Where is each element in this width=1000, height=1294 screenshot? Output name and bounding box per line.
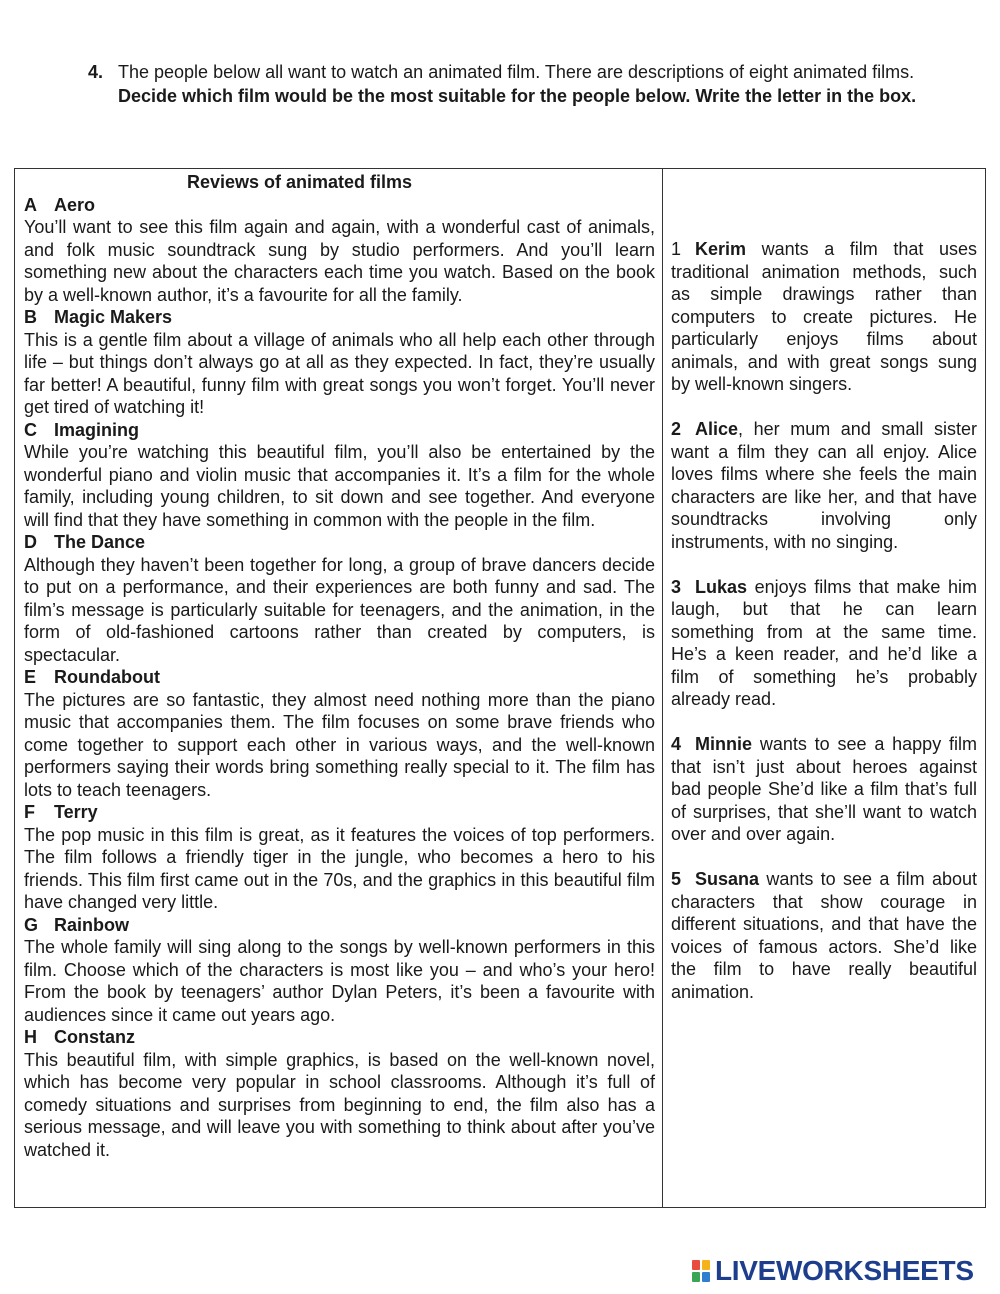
person-name: Susana	[695, 869, 760, 889]
instructions	[88, 60, 928, 108]
review-title: Constanz	[54, 1027, 135, 1047]
person-item	[671, 733, 977, 846]
review-letter: C	[24, 419, 37, 440]
reviews-heading: Reviews of animated films	[186, 172, 413, 192]
person-text: wants to see a happy film that isn’t just about heroes against bad people She’d like a film that’s full of surprises, that she’ll want to watch over and over again.	[671, 734, 977, 844]
person-item	[671, 868, 977, 1003]
review-text: While you’re watching this beautiful film, you’ll also be entertained by the wonderful piano and violin music that accompanies it. It’s a film for the whole family, including young children, to sit down and see together. And everyone will find that they have something in common with the people in the film.	[24, 442, 655, 530]
review-item	[24, 1026, 655, 1161]
person-text: wants a film that uses traditional animation methods, such as simple drawings rather than computers to create pictures. He particularly enjoys films about animals, and with great songs sung by well-known singers.	[671, 239, 977, 394]
review-title: Imagining	[54, 419, 139, 440]
review-text: Although they haven’t been together for long, a group of brave dancers decide to put on a performance, and their experiences are both funny and sad. The film’s message is particularly suitable for teenagers, and the animation, in the form of old-fashioned cartoons rather than created by computers, is spectacular.	[24, 554, 655, 665]
person-text: , her mum and small sister want a film they can all enjoy. Alice loves films where she feels the main characters are like her, and that have soundtracks involving only instruments, with no singing.	[671, 419, 977, 552]
review-text: The whole family will sing along to the songs by well-known performers in this film. Choose which of the characters is most like you – and who’s your hero! From the book by teenagers’ author Dylan Peters, it’s been a favourite with audiences since it came out years ago.	[24, 937, 655, 1025]
review-text: This beautiful film, with simple graphics, is based on the well-known novel, which has become very popular in school classrooms. Although it’s full of comedy situations and surprises from beginning to end, the film also has a serious message, and will leave you with something to think about after you’ve watched it.	[24, 1049, 655, 1160]
person-name: Minnie	[695, 734, 752, 754]
review-letter: B	[24, 307, 37, 327]
reviews-column	[24, 171, 655, 1161]
person-number: 5	[671, 869, 682, 889]
review-text: The pop music in this film is great, as it features the voices of top performers. The film follows a friendly tiger in the jungle, who becomes a hero to his friends. This film first came out in the 70s, and the graphics in this beautiful film have changed very little.	[24, 824, 655, 912]
reviews-table	[14, 168, 986, 1208]
column-divider	[662, 169, 663, 1207]
logo-text: LIVEWORKSHEETS	[715, 1255, 974, 1286]
review-title: Terry	[54, 802, 98, 822]
person-number: 2	[671, 419, 682, 439]
review-letter: F	[24, 802, 35, 822]
review-title: Rainbow	[54, 914, 129, 935]
review-text: You’ll want to see this film again and again, with a wonderful cast of animals, and folk music soundtrack sung by studio performers. And you’ll learn something new about the characters each time you watch. Based on the book by a well-known author, it’s a favourite for all the family.	[24, 217, 655, 305]
logo-icon	[692, 1259, 712, 1283]
person-number: 1	[671, 239, 682, 259]
people-column	[671, 238, 977, 1026]
person-text: wants to see a film about characters that show courage in different situations, and that have the voices of famous actors. She’d like the film to have really beautiful animation.	[671, 869, 977, 1002]
review-letter: H	[24, 1027, 37, 1047]
review-letter: E	[24, 667, 37, 687]
review-title: Aero	[54, 194, 96, 215]
review-letter: G	[24, 914, 39, 935]
review-item	[24, 666, 655, 801]
person-name: Alice	[695, 419, 739, 439]
person-name: Kerim	[695, 239, 747, 259]
review-title: Magic Makers	[54, 307, 173, 327]
person-item	[671, 418, 977, 553]
person-number: 3	[671, 576, 682, 597]
liveworksheets-logo	[692, 1256, 974, 1286]
person-item	[671, 238, 977, 396]
instruction-bold: Decide which film would be the most suitable for the people below. Write the letter in the box.	[118, 86, 917, 106]
review-item	[24, 194, 655, 307]
person-text: enjoys films that make him laugh, but that he can learn something from at the same time. He’s a keen reader, and he’d like a film of something he’s probably already read.	[671, 576, 977, 709]
review-text: The pictures are so fantastic, they almost need nothing more than the piano music that accompanies them. The film focuses on some brave friends who come together to support each other in various ways, and the well-known performers saying their words bring something really special to it. The film has lots to teach teenagers.	[24, 689, 655, 800]
review-title: Roundabout	[54, 667, 160, 687]
review-title: The Dance	[54, 532, 146, 552]
person-item	[671, 576, 977, 711]
review-item	[24, 801, 655, 914]
review-item	[24, 419, 655, 532]
review-text: This is a gentle film about a village of animals who all help each other through life – but things don’t always go at all as they expected. In fact, they’re usually far better! A beautiful, funny film with great songs you won’t forget. You’ll never get tired of watching it!	[24, 329, 655, 417]
review-letter: D	[24, 532, 37, 552]
person-number: 4	[671, 734, 682, 754]
review-item	[24, 914, 655, 1027]
review-letter: A	[24, 194, 37, 215]
instruction-text: The people below all want to watch an animated film. There are descriptions of eight animated films.	[118, 62, 915, 82]
person-name: Lukas	[695, 576, 748, 597]
question-number: 4.	[88, 62, 104, 82]
review-item	[24, 531, 655, 666]
review-item	[24, 306, 655, 419]
